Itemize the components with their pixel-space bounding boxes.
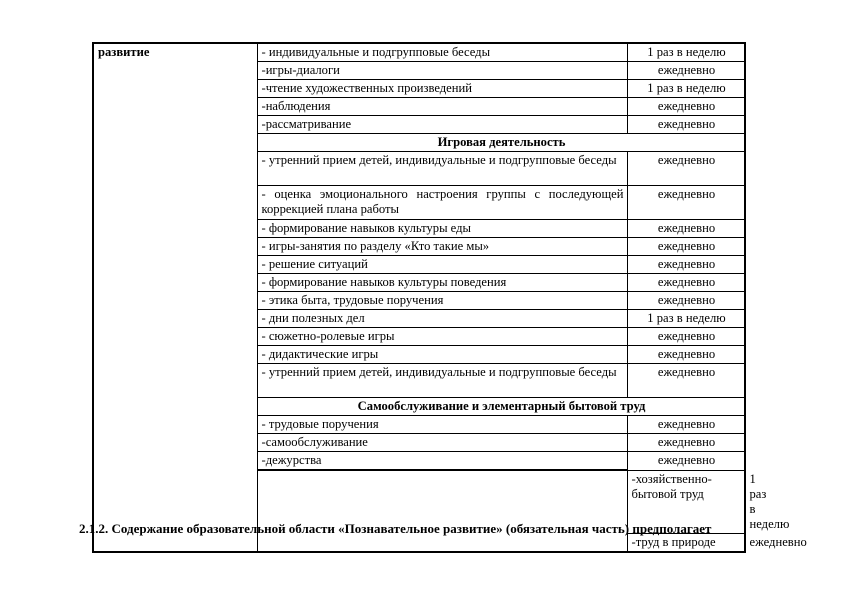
frequency-cell: ежедневно	[627, 98, 745, 116]
activity-cell: - трудовые поручения	[257, 416, 627, 434]
activity-cell: -самообслуживание	[257, 434, 627, 452]
frequency-cell: 1 раз в неделю	[627, 310, 745, 328]
frequency-cell: ежедневно	[627, 256, 745, 274]
activity-cell: - утренний прием детей, индивидуальные и подгрупповые беседы	[257, 364, 627, 398]
activity-cell: -дежурства	[257, 452, 627, 471]
activity-cell: - формирование навыков культуры поведения	[257, 274, 627, 292]
topic-cell-empty	[257, 470, 627, 552]
section-title-game: Игровая деятельность	[257, 134, 745, 152]
frequency-cell: ежедневно	[627, 292, 745, 310]
activity-cell: - утренний прием детей, индивидуальные и подгрупповые беседы	[257, 152, 627, 186]
activity-cell: - игры-занятия по разделу «Кто такие мы»	[257, 238, 627, 256]
table-row: -труд в природе ежедневно	[93, 533, 745, 552]
activity-cell: -чтение художественных произведений	[257, 80, 627, 98]
section-heading: 2.1.2. Содержание образовательной области «Познавательное развитие» (обязательная часть) предполагает	[79, 521, 712, 536]
frequency-cell: 1 раз в неделю	[627, 80, 745, 98]
frequency-cell: 1 раз в неделю	[627, 43, 745, 62]
frequency-cell: ежедневно	[627, 238, 745, 256]
frequency-cell: ежедневно	[627, 186, 745, 220]
activity-cell: -наблюдения	[257, 98, 627, 116]
frequency-cell: ежедневно	[627, 434, 745, 452]
activity-cell: - оценка эмоционального настроения группы с последующей коррекцией плана работы	[257, 186, 627, 220]
activity-cell: - сюжетно-ролевые игры	[257, 328, 627, 346]
table-row: -хозяйственно-бытовой труд 1 раз в неделю	[93, 470, 745, 533]
frequency-cell: ежедневно	[627, 62, 745, 80]
activity-cell: -хозяйственно-бытовой труд	[627, 470, 745, 533]
topic-cell: развитие	[93, 43, 257, 552]
activity-cell: - дни полезных дел	[257, 310, 627, 328]
frequency-cell: ежедневно	[627, 364, 745, 398]
frequency-cell: ежедневно	[627, 416, 745, 434]
activity-cell: - решение ситуаций	[257, 256, 627, 274]
table-row	[93, 43, 745, 62]
frequency-cell: ежедневно	[627, 328, 745, 346]
activity-cell: -труд в природе	[627, 533, 745, 552]
section-title-labor: Самообслуживание и элементарный бытовой труд	[257, 398, 745, 416]
frequency-cell: ежедневно	[627, 220, 745, 238]
activities-table	[92, 42, 807, 553]
activity-cell: - этика быта, трудовые поручения	[257, 292, 627, 310]
activity-cell: -игры-диалоги	[257, 62, 627, 80]
activity-cell: - индивидуальные и подгрупповые беседы	[257, 43, 627, 62]
frequency-cell: ежедневно	[627, 346, 745, 364]
activity-cell: - формирование навыков культуры еды	[257, 220, 627, 238]
frequency-cell: ежедневно	[627, 452, 745, 471]
activity-cell: -рассматривание	[257, 116, 627, 134]
activity-cell: - дидактические игры	[257, 346, 627, 364]
frequency-cell: ежедневно	[627, 152, 745, 186]
frequency-cell: ежедневно	[627, 274, 745, 292]
frequency-cell: ежедневно	[627, 116, 745, 134]
